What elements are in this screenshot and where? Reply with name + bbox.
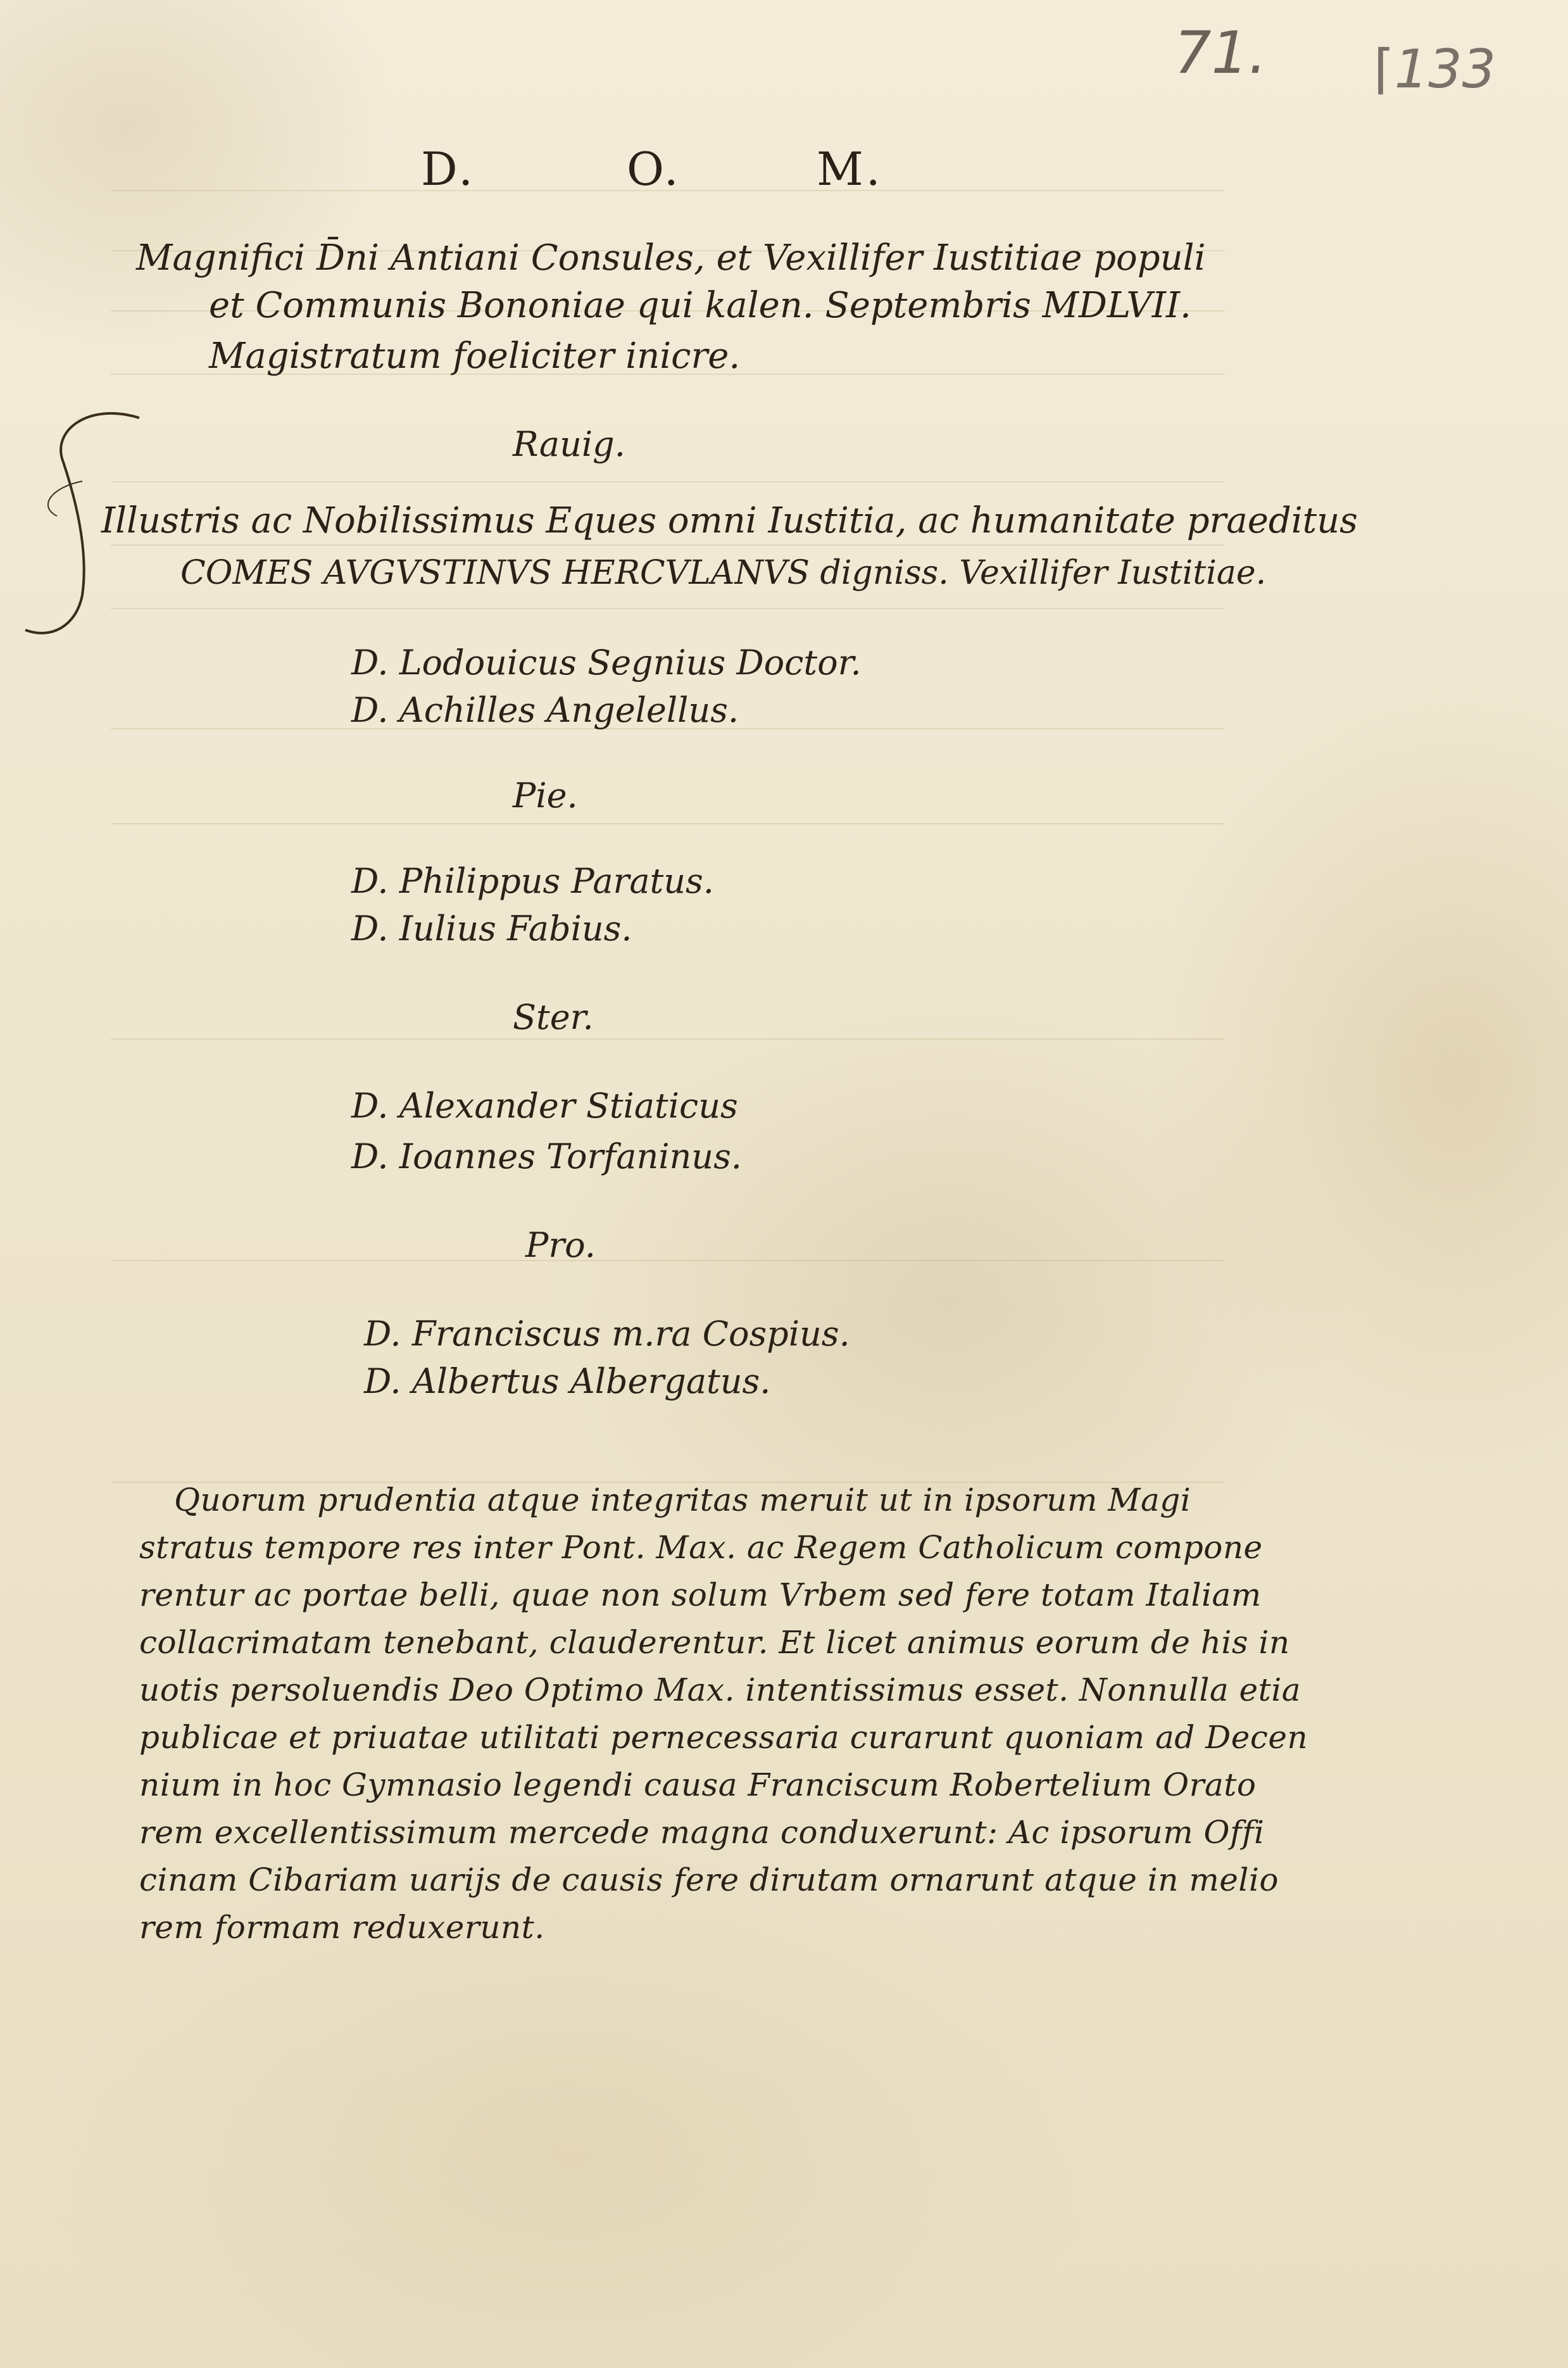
paragraph-line: nium in hoc Gymnasio legendi causa Franciscum Robertelium Orato: [139, 1767, 1257, 1803]
paragraph-line: cinam Cibariam uarijs de causis fere dirutam ornarunt atque in melio: [139, 1861, 1279, 1898]
ruled-line: [111, 545, 1225, 546]
name-entry: D. Ioannes Torfaninus.: [351, 1137, 742, 1176]
paragraph-line: rem formam reduxerunt.: [139, 1909, 545, 1946]
folio-mark: ⌈133: [1374, 38, 1496, 100]
paragraph-line: publicae et priuatae utilitati pernecessaria curarunt quoniam ad Decen: [139, 1719, 1308, 1756]
folio-mark-number: 133: [1394, 38, 1496, 100]
intro-line-2: et Communis Bononiae qui kalen. Septembris MDLVII.: [209, 285, 1191, 326]
heading-m: M.: [817, 142, 883, 196]
name-entry: D. Achilles Angelellus.: [351, 690, 739, 730]
section-heading: Ster.: [513, 997, 594, 1037]
paragraph-line: rem excellentissimum mercede magna conduxerunt: Ac ipsorum Offi: [139, 1814, 1265, 1851]
name-entry: D. Iulius Fabius.: [351, 909, 632, 948]
ruled-line: [111, 608, 1225, 609]
heading-o: O.: [627, 142, 681, 196]
paragraph-line: collacrimatam tenebant, clauderentur. Et licet animus eorum de his in: [139, 1624, 1290, 1661]
ruled-line: [111, 1038, 1225, 1040]
paragraph-line: Quorum prudentia atque integritas meruit ut in ipsorum Magi: [174, 1482, 1191, 1518]
paragraph-line: uotis persoluendis Deo Optimo Max. intentissimus esset. Nonnulla etia: [139, 1672, 1301, 1708]
intro-line-3: Magistratum foeliciter inicre.: [209, 336, 741, 377]
section-line: Illustris ac Nobilissimus Eques omni Iustitia, ac humanitate praeditus: [101, 500, 1358, 541]
name-entry: D. Albertus Albergatus.: [364, 1361, 771, 1401]
ruled-line: [111, 1260, 1225, 1261]
ruled-line: [111, 823, 1225, 824]
name-entry: D. Alexander Stiaticus: [351, 1086, 738, 1126]
section-line: COMES AVGVSTINVS HERCVLANVS digniss. Vexillifer Iustitiae.: [180, 554, 1267, 592]
name-entry: D. Franciscus m.ra Cospius.: [364, 1314, 850, 1354]
section-heading: Rauig.: [513, 424, 625, 464]
section-heading: Pro.: [525, 1225, 596, 1265]
paragraph-line: rentur ac portae belli, quae non solum Vrbem sed fere totam Italiam: [139, 1577, 1262, 1613]
section-heading: Pie.: [513, 776, 578, 816]
paragraph-line: stratus tempore res inter Pont. Max. ac Regem Catholicum compone: [139, 1529, 1263, 1566]
name-entry: D. Philippus Paratus.: [351, 861, 714, 901]
ruled-line: [111, 481, 1225, 482]
name-entry: D. Lodouicus Segnius Doctor.: [351, 643, 862, 683]
folio-number: 71.: [1174, 19, 1267, 87]
heading-d: D.: [421, 142, 476, 196]
intro-line-1: Magnifici D̄ni Antiani Consules, et Vexillifer Iustitiae populi: [136, 237, 1206, 279]
